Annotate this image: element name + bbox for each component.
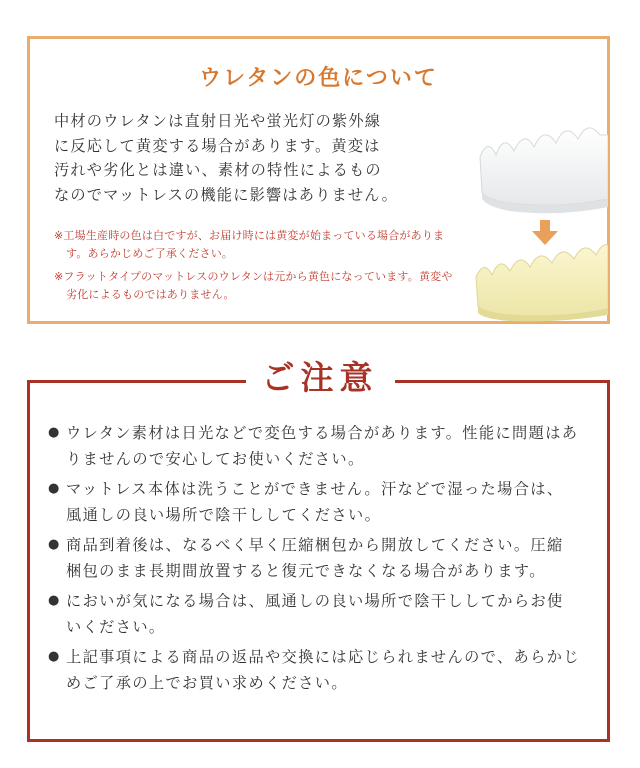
- caution-item: [48, 420, 580, 472]
- bullet-icon: ●: [48, 425, 61, 440]
- caution-list: [48, 420, 580, 700]
- caution-item: [48, 476, 580, 528]
- caution-item: [48, 588, 580, 640]
- caution-item-text: 上記事項による商品の返品や交換には応じられませんので、あらかじめご了承の上でお買い求めください。: [66, 648, 580, 692]
- urethane-description: [54, 109, 454, 207]
- caution-title: ご注意: [246, 345, 395, 411]
- caution-item: [48, 532, 580, 584]
- urethane-color-section: [27, 36, 610, 324]
- note-factory-color: ※工場生産時の色は白ですが、お届け時には黄変が始まっている場合があります。あらかじめご了承ください。: [54, 229, 445, 260]
- white-foam-icon: [480, 128, 608, 213]
- urethane-title: ウレタンの色について: [199, 66, 438, 91]
- note-flat-type: ※フラットタイプのマットレスのウレタンは元から黄色になっています。黄変や劣化によるものではありません。: [54, 270, 453, 301]
- caution-item: [48, 644, 580, 696]
- bullet-icon: ●: [48, 481, 61, 496]
- yellow-foam-icon: [476, 245, 608, 322]
- caution-item-text: 商品到着後は、なるべく早く圧縮梱包から開放してください。圧縮梱包のまま長期間放置すると復元できなくなる場合があります。: [66, 536, 564, 580]
- description-line: なのでマットレスの機能に影響はありません。: [54, 185, 398, 204]
- caution-item-text: マットレス本体は洗うことができません。汗などで湿った場合は、風通しの良い場所で陰干ししてください。: [66, 480, 564, 524]
- caution-heading: [0, 345, 640, 411]
- bullet-icon: ●: [48, 649, 61, 664]
- description-line: 中材のウレタンは直射日光や蛍光灯の紫外線: [54, 112, 382, 130]
- foam-yellowing-illustration: [470, 117, 608, 322]
- arrow-down-icon: [532, 220, 558, 245]
- description-line: 汚れや劣化とは違い、素材の特性によるもの: [54, 161, 382, 179]
- urethane-notes: [54, 227, 454, 309]
- bullet-icon: ●: [48, 593, 61, 608]
- bullet-icon: ●: [48, 537, 61, 552]
- caution-item-text: においが気になる場合は、風通しの良い場所で陰干ししてからお使いください。: [66, 592, 564, 636]
- caution-item-text: ウレタン素材は日光などで変色する場合があります。性能に問題はありませんので安心してお使いください。: [66, 424, 579, 468]
- description-line: に反応して黄変する場合があります。黄変は: [54, 136, 381, 155]
